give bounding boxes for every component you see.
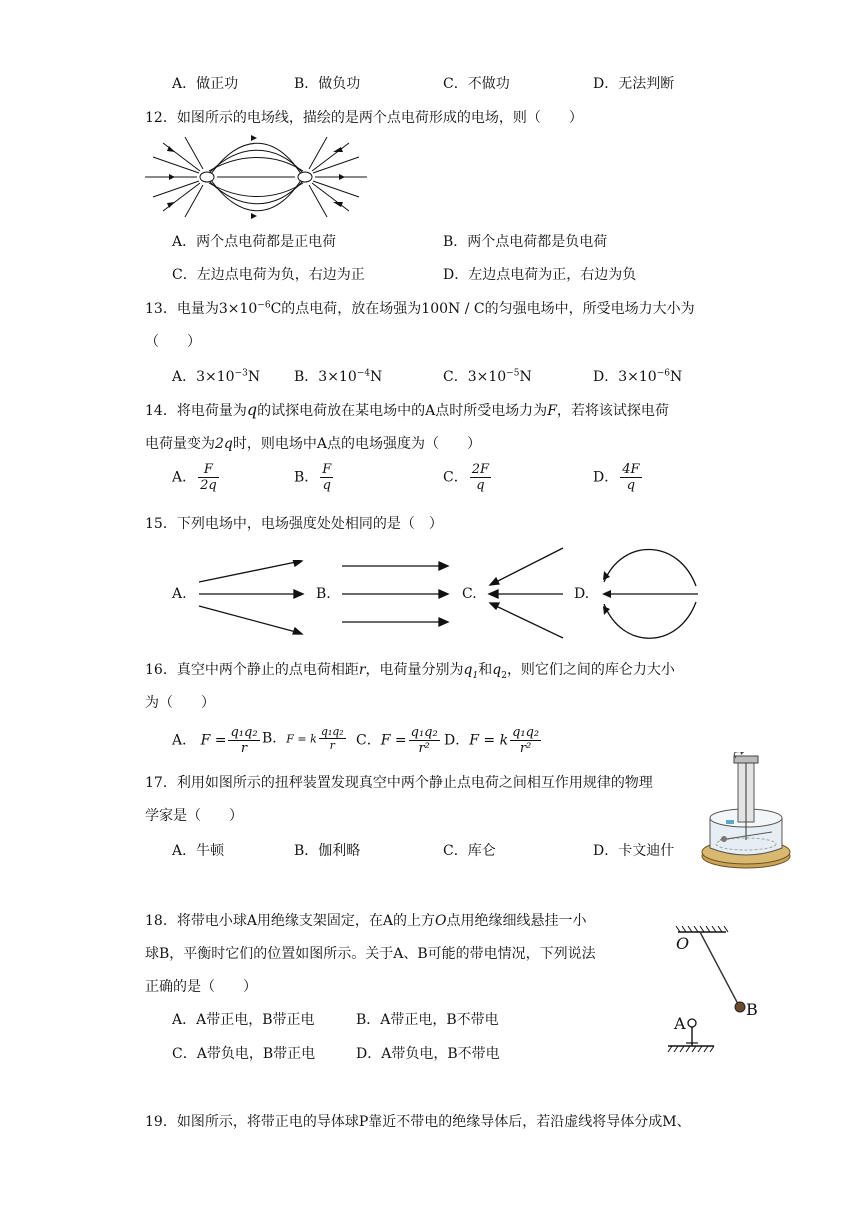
q13-option-a: A．$3\times 10^{-3}N$ — [172, 368, 261, 385]
field-diagram-a — [196, 560, 308, 636]
q15-label-b: B. — [316, 586, 331, 602]
q17-option-b: B．伽利略 — [294, 843, 361, 859]
q11-option-b: B．做负功 — [294, 76, 361, 92]
q15-label-d: D. — [574, 586, 590, 602]
q18-stem-line2: 球B，平衡时它们的位置如图所示。关于A、B可能的带电情况，下列说法 — [145, 946, 596, 962]
field-diagram-b — [340, 560, 452, 636]
q18-stem: 18．将带电小球A用绝缘支架固定，在A的上方O点用绝缘细线悬挂一小 — [145, 913, 587, 929]
figure-label-o: O — [676, 934, 690, 953]
q16-option-c: C．F = $\frac{\text{q₁q₂}}{\text{r²}}$ — [356, 725, 438, 756]
q12-option-a: A．两个点电荷都是正电荷 — [172, 234, 337, 250]
figure-label-b: B — [746, 1000, 758, 1019]
q17-option-c: C．库仑 — [443, 843, 496, 859]
q11-option-c: C．不做功 — [443, 76, 510, 92]
q13-stem-line2: （ ） — [145, 334, 201, 350]
q12-option-c: C．左边点电荷为负，右边为正 — [172, 267, 365, 283]
q13-option-b: B．$3\times 10^{-4}N$ — [294, 368, 383, 385]
q16-option-b: B．F = k $\frac{\text{q₁q₂}}{r}$ — [262, 725, 344, 752]
q14-stem-line2: 电荷量变为2q时，则电场中A点的电场强度为（ ） — [145, 436, 481, 452]
q16-stem: 16．真空中两个静止的点电荷相距r，电荷量分别为$q_1$和$q_2$，则它们之间的库仑力大小 — [145, 662, 675, 681]
q14-option-a: A． $\frac{F}{2q}$ — [172, 462, 217, 493]
q15-stem: 15．下列电场中，电场强度处处相同的是（ ） — [145, 516, 443, 532]
q18-option-c: C．A带负电，B带正电 — [172, 1046, 316, 1062]
q17-stem: 17．利用如图所示的扭秤装置发现真空中两个静止点电荷之间相互作用规律的物理 — [145, 775, 653, 791]
q11-option-d: D．无法判断 — [593, 76, 675, 92]
q12-option-b: B．两个点电荷都是负电荷 — [443, 234, 608, 250]
field-lines-figure — [145, 135, 370, 219]
q18-option-a: A．A带正电，B带正电 — [172, 1012, 315, 1028]
q18-stem-line3: 正确的是（ ） — [145, 979, 257, 995]
q18-option-d: D．A带负电，B不带电 — [356, 1046, 500, 1062]
q13-option-c: C．$3\times 10^{-5}N$ — [443, 368, 532, 385]
q13-stem: 13．电量为$3\times 10^{-6}C$的点电荷，放在场强为100N / C的匀强电场中，所受电场力大小为 — [145, 300, 695, 317]
q14-option-c: C． $\frac{2F}{q}$ — [443, 462, 490, 493]
q19-stem: 19．如图所示，将带正电的导体球P靠近不带电的绝缘导体后，若沿虚线将导体分成M、 — [145, 1114, 691, 1130]
q14-stem: 14．将电荷量为q的试探电荷放在某电场中的A点时所受电场力为F，若将该试探电荷 — [145, 400, 669, 419]
q15-label-c: C. — [462, 586, 477, 602]
field-diagram-d — [598, 546, 702, 640]
q17-stem-line2: 学家是（ ） — [145, 808, 243, 824]
q16-option-a: A． F = $\frac{\text{q₁q₂}}{r}$ — [172, 725, 258, 756]
q17-option-d: D．卡文迪什 — [593, 843, 675, 859]
torsion-balance-figure — [700, 752, 792, 870]
q11-option-a: A．做正功 — [172, 76, 239, 92]
q12-option-d: D．左边点电荷为正，右边为负 — [443, 267, 637, 283]
field-diagram-c — [486, 546, 566, 640]
q15-label-a: A. — [172, 586, 187, 602]
figure-label-a: A — [674, 1014, 686, 1033]
q14-option-b: B． $\frac{F}{q}$ — [294, 462, 332, 493]
q16-option-d: D．F = k $\frac{\text{q₁q₂}}{\text{r²}}$ — [444, 725, 540, 756]
q18-option-b: B．A带正电，B不带电 — [356, 1012, 499, 1028]
q17-option-a: A．牛顿 — [172, 843, 225, 859]
q14-option-d: D． $\frac{4F}{q}$ — [593, 462, 640, 493]
q16-stem-line2: 为（ ） — [145, 695, 215, 711]
q13-option-d: D．$3\times 10^{-6}N$ — [593, 368, 683, 385]
q12-stem: 12．如图所示的电场线，描绘的是两个点电荷形成的电场，则（ ） — [145, 110, 583, 126]
